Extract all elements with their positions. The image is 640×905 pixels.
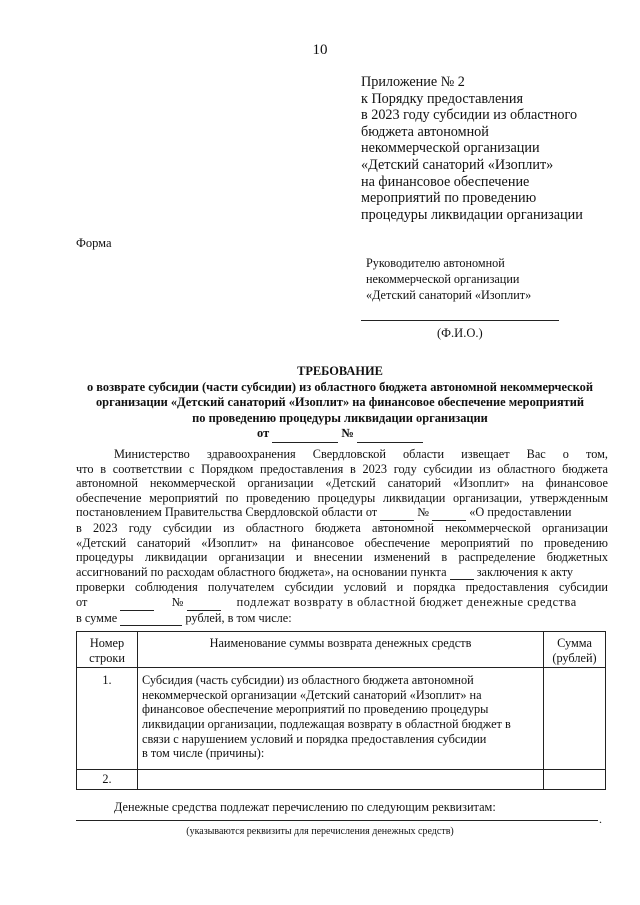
appendix-line: мероприятий по проведению (361, 190, 537, 207)
body-line: проверки соблюдения получателем субсидии условий и порядка предоставления субсидии (76, 580, 608, 595)
sum-blank (120, 611, 182, 627)
payment-details-text: Денежные средства подлежат перечислению по следующим реквизитам: (114, 800, 496, 814)
header-text: Наименование суммы возврата денежных средств (209, 636, 472, 650)
addressee-block (366, 255, 616, 303)
addressee-line: некоммерческой организации (366, 272, 520, 286)
title-line: о возврате субсидии (части субсидии) из областного бюджета автономной некоммерческой (86, 379, 593, 394)
addressee-line: Руководителю автономной (366, 256, 505, 270)
row-number-cell: 2. (77, 769, 138, 789)
appendix-header (361, 74, 621, 223)
payment-details-caption: (указываются реквизиты для перечисления денежных средств) (186, 826, 454, 837)
header-row-number (77, 632, 138, 668)
title-line: по проведению процедуры ликвидации организации (192, 410, 488, 425)
table-row (77, 668, 606, 770)
header-name (138, 632, 544, 668)
body-text: № (171, 594, 184, 609)
body-text: заключения к акту (476, 564, 574, 579)
act-number-blank (187, 595, 221, 611)
header-text: (рублей) (552, 650, 597, 665)
title-date-number (60, 426, 620, 443)
appendix-line: в 2023 году субсидии из областного (361, 107, 578, 124)
payment-details-dot: . (599, 812, 602, 826)
header-text: Сумма (557, 636, 592, 650)
header-text: Номер (89, 636, 125, 650)
row-sum-cell (544, 769, 606, 789)
fio-signature-line (361, 320, 559, 321)
date-prefix: от (257, 426, 270, 440)
body-text: в сумме (76, 610, 118, 625)
body-text: подлежат возврату в областной бюджет денежные средства (236, 594, 577, 609)
addressee-line: «Детский санаторий «Изоплит» (366, 288, 532, 302)
description-line: некоммерческой организации «Детский санаторий «Изоплит» на (142, 687, 482, 702)
body-text: рублей, в том числе: (185, 610, 292, 625)
payment-details-line (76, 820, 598, 821)
refund-table (76, 631, 606, 790)
appendix-line: «Детский санаторий «Изоплит» (361, 156, 554, 173)
number-prefix: № (341, 426, 354, 440)
row-sum-cell (544, 668, 606, 770)
document-title (60, 364, 620, 443)
appendix-line: процедуры ликвидации организации (361, 206, 583, 223)
body-line: что в соответствии с Порядком предоставления в 2023 году субсидии из областного бюджета (76, 461, 608, 476)
appendix-line: бюджета автономной (361, 123, 489, 140)
form-label: Форма (76, 236, 112, 250)
description-line: Субсидия (часть субсидии) из областного бюджета автономной (142, 673, 474, 688)
header-text: строки (89, 650, 125, 665)
decree-date-blank (380, 505, 414, 521)
appendix-line: к Порядку предоставления (361, 90, 523, 107)
title-heading: ТРЕБОВАНИЕ (297, 364, 383, 378)
header-sum (544, 632, 606, 668)
body-text: ассигнований по расходам областного бюджета», на основании пункта (76, 564, 447, 579)
body-line (76, 611, 608, 627)
row-description-cell (138, 769, 544, 789)
description-line: связи с нарушением условий и порядка предоставления субсидии (142, 731, 487, 746)
row-description-cell (138, 668, 544, 770)
body-text: «О предоставлении (469, 505, 572, 520)
appendix-line: некоммерческой организации (361, 140, 540, 157)
body-text: постановлением Правительства Свердловской области от (76, 505, 378, 520)
act-date-blank (120, 595, 154, 611)
body-text: от (76, 594, 88, 609)
body-line: обеспечение мероприятий по проведению процедуры ликвидации организации, утвержденным (76, 490, 608, 505)
body-paragraph (76, 447, 608, 626)
page-number: 10 (312, 42, 328, 58)
body-line: процедуры ликвидации организации и внесении изменений в распределение бюджетных (76, 550, 608, 565)
body-line: «Детский санаторий «Изоплит» на финансовое обеспечение мероприятий по проведению (76, 535, 608, 550)
description-line: в том числе (причины): (142, 746, 265, 761)
title-line: организации «Детский санаторий «Изоплит» на финансовое обеспечение мероприятий (95, 395, 585, 409)
appendix-line: Приложение № 2 (361, 74, 465, 90)
item-number-blank (450, 565, 474, 581)
appendix-line: на финансовое обеспечение (361, 173, 530, 190)
body-line: в 2023 году субсидии из областного бюджета автономной некоммерческой организации (76, 520, 608, 535)
description-line: финансовое обеспечение мероприятий по проведению процедуры (142, 702, 489, 717)
table-row (77, 769, 606, 789)
row-number-cell: 1. (77, 668, 138, 770)
body-text: № (417, 505, 430, 520)
body-line: Министерство здравоохранения Свердловской области извещает Вас о том, (114, 447, 608, 461)
body-line (76, 565, 608, 581)
body-line (76, 595, 608, 611)
description-line: ликвидации организации, подлежащая возврату в областной бюджет в (142, 716, 511, 731)
table-header-row (77, 632, 606, 668)
number-blank (357, 426, 423, 443)
body-line: автономной некоммерческой организации «Детский санаторий «Изоплит» на финансовое (76, 476, 608, 491)
fio-caption: (Ф.И.О.) (437, 326, 483, 340)
decree-number-blank (432, 505, 466, 521)
date-blank (272, 426, 338, 443)
body-line (76, 505, 608, 521)
